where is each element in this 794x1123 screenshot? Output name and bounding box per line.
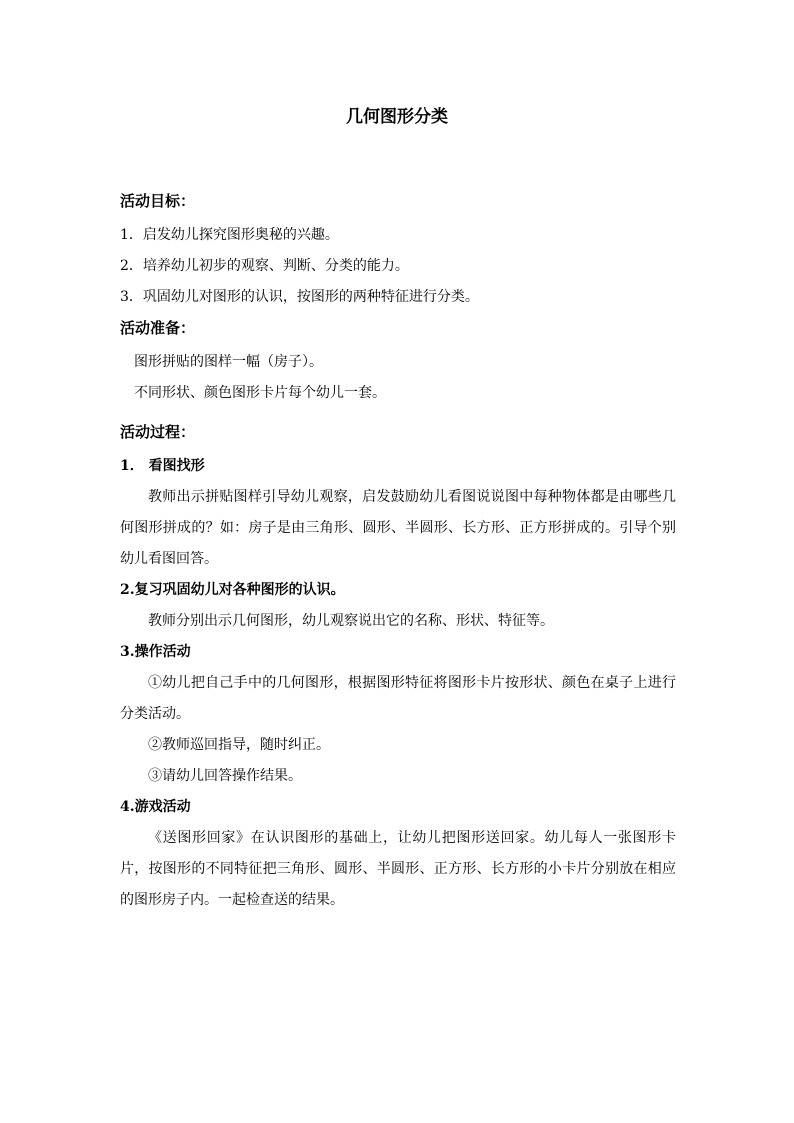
step-title: 1． 看图找形 <box>120 458 205 474</box>
document-body <box>120 186 676 916</box>
step-paragraph: 教师分别出示几何图形，幼儿观察说出它的名称、形状、特征等。 <box>148 613 554 629</box>
step-paragraph: ①幼儿把自己手中的几何图形，根据图形特征将图形卡片按形状、颜色在桌子上进行分类活动。 <box>120 675 676 722</box>
section-heading-process: 活动过程： <box>120 423 196 441</box>
step-paragraph: ③请幼儿回答操作结果。 <box>148 768 302 784</box>
step-paragraph: ②教师巡回指导，随时纠正。 <box>148 737 330 753</box>
goal-item: 1．启发幼儿探究图形奥秘的兴趣。 <box>120 227 339 243</box>
step-title: 2.复习巩固幼儿对各种图形的认识。 <box>120 582 345 598</box>
preparation-item: 不同形状、颜色图形卡片每个幼儿一套。 <box>134 385 386 401</box>
document-title: 几何图形分类 <box>346 107 448 127</box>
section-heading-goals: 活动目标： <box>120 192 196 210</box>
goal-item: 2．培养幼儿初步的观察、判断、分类的能力。 <box>120 258 409 274</box>
step-title: 4.游戏活动 <box>120 799 191 815</box>
section-heading-preparation: 活动准备： <box>120 319 196 337</box>
step-paragraph: 《送图形回家》在认识图形的基础上，让幼儿把图形送回家。幼儿每人一张图形卡片，按图形的不同特征把三角形、圆形、半圆形、正方形、长方形的小卡片分别放在相应的图形房子内。一起检查送的结果。 <box>120 830 676 908</box>
step-title: 3.操作活动 <box>120 644 191 660</box>
goal-item: 3．巩固幼儿对图形的认识，按图形的两种特征进行分类。 <box>120 289 479 305</box>
preparation-item: 图形拼贴的图样一幅（房子）。 <box>134 354 323 370</box>
step-paragraph: 教师出示拼贴图样引导幼儿观察，启发鼓励幼儿看图说说图中每种物体都是由哪些几何图形拼成的？如：房子是由三角形、圆形、半圆形、长方形、正方形拼成的。引导个别幼儿看图回答。 <box>120 489 676 567</box>
